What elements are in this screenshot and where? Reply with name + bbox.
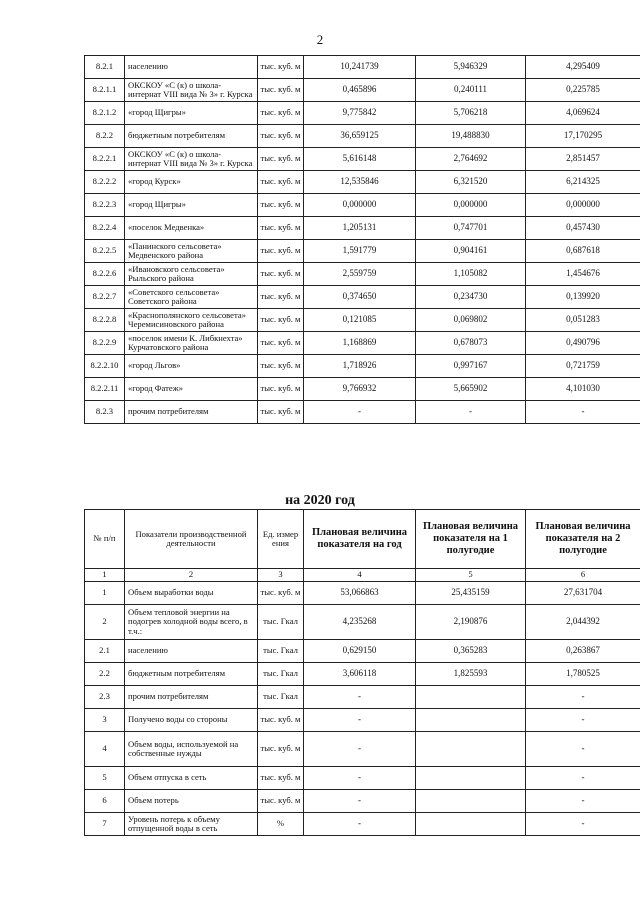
table-row: [85, 813, 640, 836]
row-h2-value: -: [526, 401, 640, 424]
row-unit: тыс. куб. м: [258, 309, 304, 332]
table-row: [85, 709, 640, 732]
table-row: [85, 355, 640, 378]
row-year-value: 36,659125: [304, 125, 416, 148]
row-h1-value: 25,435159: [416, 582, 526, 605]
header-num: № п/п: [85, 510, 125, 569]
row-number: 8.2.2.4: [85, 217, 125, 240]
row-h2-value: -: [526, 732, 640, 767]
row-indicator: «город Щигры»: [125, 194, 258, 217]
row-h1-value: 5,665902: [416, 378, 526, 401]
row-number: 5: [85, 767, 125, 790]
page-number: 2: [316, 32, 324, 47]
table-row: [85, 56, 640, 79]
row-year-value: -: [304, 686, 416, 709]
row-h1-value: 0,365283: [416, 640, 526, 663]
row-unit: тыс. куб. м: [258, 286, 304, 309]
row-h1-value: 2,764692: [416, 148, 526, 171]
row-year-value: 9,766932: [304, 378, 416, 401]
column-index-row: [85, 569, 640, 582]
row-unit: тыс. Гкал: [258, 605, 304, 640]
row-number: 8.2.1.2: [85, 102, 125, 125]
row-h2-value: 4,295409: [526, 56, 640, 79]
row-number: 8.2.2.7: [85, 286, 125, 309]
row-indicator: Объем тепловой энергии на подогрев холодной воды всего, в т.ч.:: [125, 605, 258, 640]
row-year-value: 4,235268: [304, 605, 416, 640]
row-number: 2: [85, 605, 125, 640]
row-unit: тыс. Гкал: [258, 663, 304, 686]
row-h1-value: 0,997167: [416, 355, 526, 378]
table-row: [85, 240, 640, 263]
row-h1-value: [416, 686, 526, 709]
row-indicator: бюджетным потребителям: [125, 125, 258, 148]
row-h1-value: [416, 790, 526, 813]
table-row: [85, 640, 640, 663]
plan-2020-table: [84, 509, 640, 836]
row-indicator: Объем потерь: [125, 790, 258, 813]
row-number: 8.2.2.11: [85, 378, 125, 401]
table-row: [85, 194, 640, 217]
row-number: 1: [85, 582, 125, 605]
row-h1-value: [416, 813, 526, 836]
row-year-value: 9,775842: [304, 102, 416, 125]
table-row: [85, 732, 640, 767]
year-heading: на 2020 год: [285, 493, 355, 508]
table-row: [85, 171, 640, 194]
row-number: 8.2.2.3: [85, 194, 125, 217]
table-row: [85, 79, 640, 102]
row-number: 7: [85, 813, 125, 836]
row-year-value: 0,121085: [304, 309, 416, 332]
row-h1-value: [416, 767, 526, 790]
row-indicator: «город Курск»: [125, 171, 258, 194]
row-year-value: 0,000000: [304, 194, 416, 217]
row-number: 2.3: [85, 686, 125, 709]
row-h1-value: [416, 709, 526, 732]
row-indicator: ОКСКОУ «С (к) о школа-интернат VIII вида № 3» г. Курска: [125, 148, 258, 171]
column-index: 4: [304, 569, 416, 582]
row-number: 2.1: [85, 640, 125, 663]
row-unit: тыс. куб. м: [258, 240, 304, 263]
row-year-value: -: [304, 709, 416, 732]
row-year-value: 0,629150: [304, 640, 416, 663]
row-number: 6: [85, 790, 125, 813]
row-h1-value: 0,069802: [416, 309, 526, 332]
row-year-value: 5,616148: [304, 148, 416, 171]
row-h1-value: 0,234730: [416, 286, 526, 309]
row-year-value: 10,241739: [304, 56, 416, 79]
row-unit: тыс. куб. м: [258, 790, 304, 813]
row-indicator: бюджетным потребителям: [125, 663, 258, 686]
row-h2-value: 4,101030: [526, 378, 640, 401]
table-row: [85, 790, 640, 813]
header-year-value: Плановая величина показателя на год: [304, 510, 416, 569]
header-h2-value: Плановая величина показателя на 2 полугодие: [526, 510, 640, 569]
row-number: 8.2.2.8: [85, 309, 125, 332]
row-number: 2.2: [85, 663, 125, 686]
row-number: 8.2.2.6: [85, 263, 125, 286]
row-year-value: 53,066863: [304, 582, 416, 605]
row-unit: тыс. куб. м: [258, 767, 304, 790]
row-indicator: «Советского сельсовета» Советского района: [125, 286, 258, 309]
row-indicator: Получено воды со стороны: [125, 709, 258, 732]
table-row: [85, 102, 640, 125]
row-unit: тыс. куб. м: [258, 378, 304, 401]
row-h1-value: 1,825593: [416, 663, 526, 686]
row-number: 8.2.2.10: [85, 355, 125, 378]
row-h2-value: -: [526, 790, 640, 813]
row-unit: тыс. куб. м: [258, 171, 304, 194]
row-indicator: «Краснополянского сельсовета» Черемисиновского района: [125, 309, 258, 332]
row-h2-value: 1,454676: [526, 263, 640, 286]
row-indicator: населению: [125, 56, 258, 79]
row-year-value: -: [304, 401, 416, 424]
row-number: 4: [85, 732, 125, 767]
row-indicator: «город Щигры»: [125, 102, 258, 125]
table-row: [85, 401, 640, 424]
row-indicator: населению: [125, 640, 258, 663]
row-year-value: 12,535846: [304, 171, 416, 194]
row-indicator: прочим потребителям: [125, 686, 258, 709]
table-row: [85, 148, 640, 171]
column-index: 2: [125, 569, 258, 582]
row-year-value: -: [304, 732, 416, 767]
row-h2-value: 0,263867: [526, 640, 640, 663]
row-unit: тыс. куб. м: [258, 102, 304, 125]
row-number: 8.2.2.5: [85, 240, 125, 263]
header-unit: Ед. измер ения: [258, 510, 304, 569]
row-h1-value: 2,190876: [416, 605, 526, 640]
row-h2-value: 4,069624: [526, 102, 640, 125]
row-h2-value: 2,044392: [526, 605, 640, 640]
row-h1-value: 6,321520: [416, 171, 526, 194]
row-h2-value: 0,721759: [526, 355, 640, 378]
row-indicator: Объем выработки воды: [125, 582, 258, 605]
row-h1-value: 5,706218: [416, 102, 526, 125]
table-row: [85, 582, 640, 605]
row-unit: тыс. куб. м: [258, 732, 304, 767]
row-number: 8.2.2.2: [85, 171, 125, 194]
row-indicator: прочим потребителям: [125, 401, 258, 424]
row-h2-value: 0,225785: [526, 79, 640, 102]
header-row: [85, 510, 640, 569]
table-row: [85, 686, 640, 709]
header-indicator: Показатели производственной деятельности: [125, 510, 258, 569]
column-index: 6: [526, 569, 640, 582]
row-unit: тыс. куб. м: [258, 332, 304, 355]
row-indicator: «город Фатеж»: [125, 378, 258, 401]
row-h2-value: -: [526, 686, 640, 709]
row-h1-value: -: [416, 401, 526, 424]
row-unit: тыс. куб. м: [258, 194, 304, 217]
row-h2-value: -: [526, 767, 640, 790]
row-number: 8.2.2.1: [85, 148, 125, 171]
row-year-value: 1,591779: [304, 240, 416, 263]
row-h1-value: 0,904161: [416, 240, 526, 263]
row-h1-value: 0,678073: [416, 332, 526, 355]
row-number: 8.2.2.9: [85, 332, 125, 355]
row-unit: тыс. куб. м: [258, 709, 304, 732]
row-unit: тыс. куб. м: [258, 401, 304, 424]
consumption-table: [84, 55, 640, 424]
row-h2-value: -: [526, 709, 640, 732]
row-year-value: 0,465896: [304, 79, 416, 102]
row-h2-value: 0,490796: [526, 332, 640, 355]
row-year-value: 1,168869: [304, 332, 416, 355]
row-number: 3: [85, 709, 125, 732]
table-row: [85, 217, 640, 240]
row-indicator: «поселок имени К. Либкнехта» Курчатовского района: [125, 332, 258, 355]
row-h2-value: 17,170295: [526, 125, 640, 148]
row-number: 8.2.1: [85, 56, 125, 79]
row-indicator: «город Льгов»: [125, 355, 258, 378]
row-number: 8.2.3: [85, 401, 125, 424]
row-year-value: -: [304, 813, 416, 836]
row-year-value: -: [304, 790, 416, 813]
table-row: [85, 309, 640, 332]
row-h2-value: -: [526, 813, 640, 836]
row-h2-value: 0,000000: [526, 194, 640, 217]
row-h1-value: 1,105082: [416, 263, 526, 286]
row-h2-value: 0,687618: [526, 240, 640, 263]
row-indicator: ОКСКОУ «С (к) о школа-интернат VIII вида № 3» г. Курска: [125, 79, 258, 102]
row-number: 8.2.1.1: [85, 79, 125, 102]
table-row: [85, 767, 640, 790]
table-row: [85, 332, 640, 355]
row-unit: %: [258, 813, 304, 836]
row-unit: тыс. куб. м: [258, 217, 304, 240]
row-h2-value: 6,214325: [526, 171, 640, 194]
row-unit: тыс. куб. м: [258, 125, 304, 148]
column-index: 5: [416, 569, 526, 582]
row-unit: тыс. куб. м: [258, 582, 304, 605]
row-h1-value: 5,946329: [416, 56, 526, 79]
row-year-value: -: [304, 767, 416, 790]
table-row: [85, 125, 640, 148]
row-year-value: 0,374650: [304, 286, 416, 309]
row-h2-value: 1,780525: [526, 663, 640, 686]
row-unit: тыс. куб. м: [258, 263, 304, 286]
row-h1-value: [416, 732, 526, 767]
table-row: [85, 663, 640, 686]
row-indicator: Объем отпуска в сеть: [125, 767, 258, 790]
row-indicator: «Ивановского сельсовета» Рыльского района: [125, 263, 258, 286]
row-unit: тыс. Гкал: [258, 640, 304, 663]
row-year-value: 2,559759: [304, 263, 416, 286]
row-unit: тыс. куб. м: [258, 56, 304, 79]
row-year-value: 1,205131: [304, 217, 416, 240]
row-unit: тыс. Гкал: [258, 686, 304, 709]
header-h1-value: Плановая величина показателя на 1 полугодие: [416, 510, 526, 569]
row-unit: тыс. куб. м: [258, 355, 304, 378]
row-h2-value: 0,457430: [526, 217, 640, 240]
row-h2-value: 27,631704: [526, 582, 640, 605]
table-row: [85, 286, 640, 309]
row-year-value: 1,718926: [304, 355, 416, 378]
row-h1-value: 19,488830: [416, 125, 526, 148]
row-indicator: «Панинского сельсовета» Медвенского района: [125, 240, 258, 263]
row-h2-value: 0,139920: [526, 286, 640, 309]
row-unit: тыс. куб. м: [258, 79, 304, 102]
table-row: [85, 605, 640, 640]
row-indicator: «поселок Медвенка»: [125, 217, 258, 240]
row-unit: тыс. куб. м: [258, 148, 304, 171]
row-indicator: Объем воды, используемой на собственные нужды: [125, 732, 258, 767]
table-row: [85, 378, 640, 401]
row-h1-value: 0,000000: [416, 194, 526, 217]
row-year-value: 3,606118: [304, 663, 416, 686]
row-h1-value: 0,240111: [416, 79, 526, 102]
row-h2-value: 0,051283: [526, 309, 640, 332]
row-h2-value: 2,851457: [526, 148, 640, 171]
column-index: 3: [258, 569, 304, 582]
row-indicator: Уровень потерь к объему отпущенной воды в сеть: [125, 813, 258, 836]
table-row: [85, 263, 640, 286]
column-index: 1: [85, 569, 125, 582]
row-number: 8.2.2: [85, 125, 125, 148]
row-h1-value: 0,747701: [416, 217, 526, 240]
